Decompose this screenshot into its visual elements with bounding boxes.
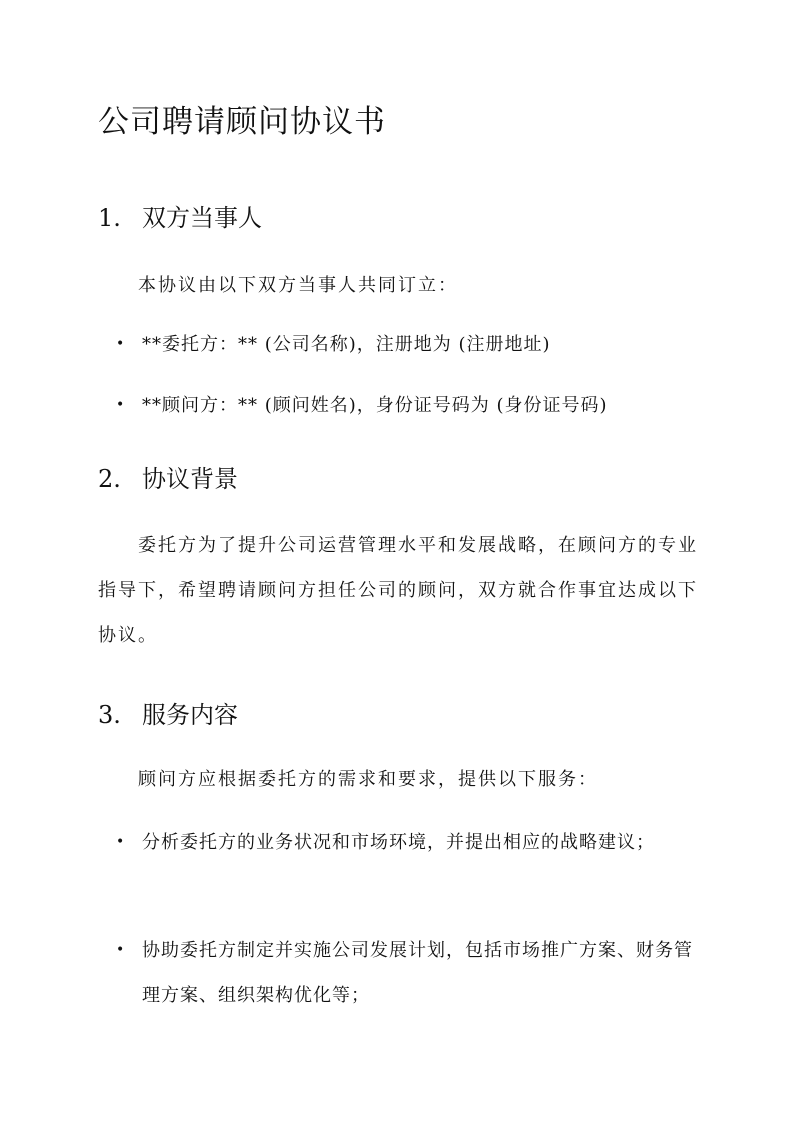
list-item-text: **委托方：** (公司名称)，注册地为 (注册地址): [142, 334, 551, 355]
bullet-dot-icon: •: [116, 397, 126, 413]
section-2-paragraph: 委托方为了提升公司运营管理水平和发展战略，在顾问方的专业指导下，希望聘请顾问方担任公司的顾问，双方就合作事宜达成以下协议。: [98, 535, 698, 646]
bullet-dot-icon: •: [116, 336, 126, 352]
bullet-dot-icon: •: [116, 834, 126, 850]
list-item: [116, 820, 696, 865]
section-2-number: 2.: [98, 465, 121, 493]
bullet-dot-icon: •: [116, 942, 126, 958]
list-item-text: **顾问方：** (顾问姓名)，身份证号码为 (身份证号码): [142, 395, 608, 416]
list-item: [116, 383, 696, 428]
list-item: [116, 322, 696, 367]
section-2-heading: [98, 459, 238, 494]
list-item-text: 分析委托方的业务状况和市场环境，并提出相应的战略建议；: [142, 832, 655, 853]
section-2-title: 协议背景: [142, 465, 238, 493]
section-3-heading: [98, 695, 238, 730]
list-item-text: 协助委托方制定并实施公司发展计划，包括市场推广方案、财务管理方案、组织架构优化等；: [142, 940, 693, 1006]
section-1-title: 双方当事人: [142, 204, 262, 232]
section-3-intro: 顾问方应根据委托方的需求和要求，提供以下服务：: [138, 769, 598, 790]
section-3-number: 3.: [98, 701, 121, 729]
section-3-title: 服务内容: [142, 701, 238, 729]
section-1-intro: 本协议由以下双方当事人共同订立：: [138, 275, 458, 296]
section-1-number: 1.: [98, 204, 121, 232]
list-item: [116, 928, 696, 1018]
section-1-heading: [98, 198, 262, 233]
document-title: 公司聘请顾问协议书: [98, 104, 386, 140]
